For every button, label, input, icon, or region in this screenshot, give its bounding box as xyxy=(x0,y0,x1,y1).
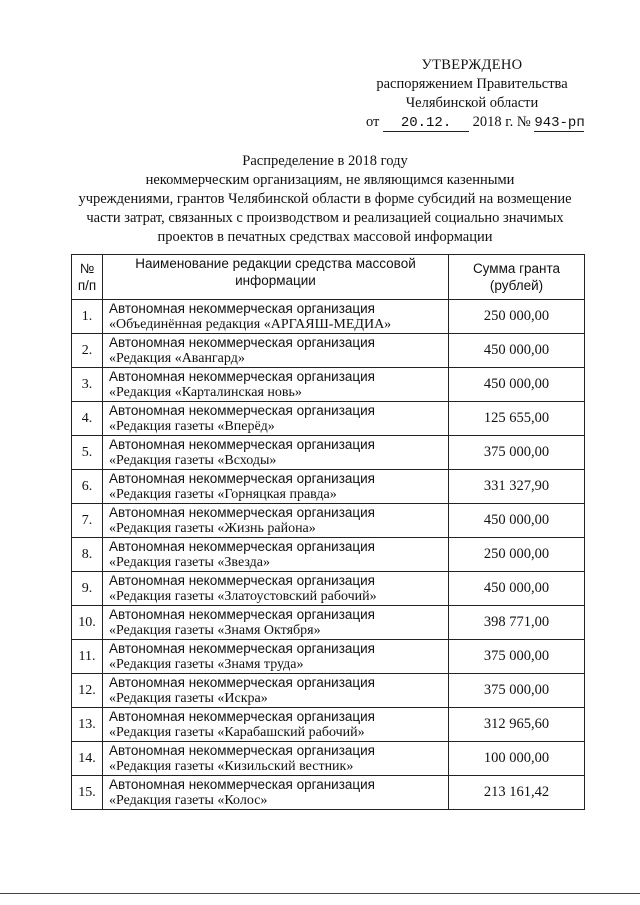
row-grant-sum: 125 655,00 xyxy=(449,402,585,436)
table-row xyxy=(72,504,585,538)
row-organization-name xyxy=(103,436,449,470)
organization-type: Автономная некоммерческая организация xyxy=(109,606,375,622)
row-organization-name xyxy=(103,742,449,776)
table-row xyxy=(72,776,585,810)
organization-type: Автономная некоммерческая организация xyxy=(109,300,375,316)
table-row xyxy=(72,742,585,776)
table-row xyxy=(72,708,585,742)
organization-type: Автономная некоммерческая организация xyxy=(109,742,375,758)
approval-date-line xyxy=(352,113,592,132)
organization-type: Автономная некоммерческая организация xyxy=(109,504,375,520)
organization-type: Автономная некоммерческая организация xyxy=(109,334,375,350)
organization-type: Автономная некоммерческая организация xyxy=(109,572,375,588)
row-grant-sum: 450 000,00 xyxy=(449,368,585,402)
row-grant-sum: 450 000,00 xyxy=(449,572,585,606)
row-number: 12. xyxy=(72,674,103,708)
header-number-line-1: № xyxy=(79,261,95,276)
row-number: 9. xyxy=(72,572,103,606)
organization-type: Автономная некоммерческая организация xyxy=(109,708,375,724)
row-number: 3. xyxy=(72,368,103,402)
row-number: 7. xyxy=(72,504,103,538)
year-text: 2018 г. № xyxy=(472,114,531,130)
edition-name: «Редакция «Карталинская новь» xyxy=(109,384,302,400)
approval-line-1: распоряжением Правительства xyxy=(376,76,568,92)
row-organization-name xyxy=(103,606,449,640)
approval-block xyxy=(352,56,592,132)
row-number: 2. xyxy=(72,334,103,368)
date-field: 20.12. xyxy=(383,116,469,132)
row-number: 11. xyxy=(72,640,103,674)
organization-type: Автономная некоммерческая организация xyxy=(109,674,375,690)
edition-name: «Редакция газеты «Кизильский вестник» xyxy=(109,758,354,774)
edition-name: «Редакция газеты «Колос» xyxy=(109,792,268,808)
row-organization-name xyxy=(103,674,449,708)
header-sum xyxy=(449,255,585,300)
row-number: 8. xyxy=(72,538,103,572)
row-grant-sum: 213 161,42 xyxy=(449,776,585,810)
organization-type: Автономная некоммерческая организация xyxy=(109,402,375,418)
row-grant-sum: 450 000,00 xyxy=(449,334,585,368)
row-grant-sum: 375 000,00 xyxy=(449,436,585,470)
document-title xyxy=(60,152,590,247)
edition-name: «Редакция газеты «Златоустовский рабочий» xyxy=(109,588,377,604)
row-number: 1. xyxy=(72,300,103,334)
header-number xyxy=(72,255,103,300)
row-grant-sum: 450 000,00 xyxy=(449,504,585,538)
row-organization-name xyxy=(103,300,449,334)
title-line-2: некоммерческим организациям, не являющимся казенными xyxy=(145,172,515,188)
edition-name: «Редакция газеты «Знамя Октября» xyxy=(109,622,321,638)
table-header-row xyxy=(72,255,585,300)
row-grant-sum: 250 000,00 xyxy=(449,538,585,572)
row-organization-name xyxy=(103,708,449,742)
organization-type: Автономная некоммерческая организация xyxy=(109,436,375,452)
approval-heading: УТВЕРЖДЕНО xyxy=(421,57,523,73)
row-organization-name xyxy=(103,402,449,436)
row-grant-sum: 312 965,60 xyxy=(449,708,585,742)
edition-name: «Редакция газеты «Всходы» xyxy=(109,452,277,468)
edition-name: «Редакция газеты «Горняцкая правда» xyxy=(109,486,337,502)
table-row xyxy=(72,300,585,334)
title-line-3: учреждениями, грантов Челябинской области в форме субсидий на возмещение xyxy=(78,191,572,207)
table-row xyxy=(72,334,585,368)
header-name-line-1: Наименование редакции средства массовой xyxy=(135,256,416,271)
grants-table xyxy=(71,254,585,810)
table-row xyxy=(72,470,585,504)
row-organization-name xyxy=(103,504,449,538)
row-number: 4. xyxy=(72,402,103,436)
edition-name: «Объединённая редакция «АРГАЯШ-МЕДИА» xyxy=(109,316,392,332)
header-number-line-2: п/п xyxy=(77,278,97,293)
organization-type: Автономная некоммерческая организация xyxy=(109,776,375,792)
row-organization-name xyxy=(103,640,449,674)
scan-bottom-edge xyxy=(0,893,640,894)
table-row xyxy=(72,402,585,436)
edition-name: «Редакция газеты «Жизнь района» xyxy=(109,520,316,536)
organization-type: Автономная некоммерческая организация xyxy=(109,470,375,486)
header-sum-line-1: Сумма гранта xyxy=(472,261,561,276)
order-number-field: 943-рп xyxy=(534,115,585,131)
edition-name: «Редакция газеты «Искра» xyxy=(109,690,268,706)
row-number: 10. xyxy=(72,606,103,640)
organization-type: Автономная некоммерческая организация xyxy=(109,640,375,656)
date-prefix: от xyxy=(366,114,380,130)
edition-name: «Редакция газеты «Знамя труда» xyxy=(109,656,304,672)
row-number: 15. xyxy=(72,776,103,810)
row-number: 6. xyxy=(72,470,103,504)
table-row xyxy=(72,572,585,606)
row-number: 13. xyxy=(72,708,103,742)
row-organization-name xyxy=(103,538,449,572)
edition-name: «Редакция газеты «Звезда» xyxy=(109,554,270,570)
row-grant-sum: 398 771,00 xyxy=(449,606,585,640)
title-line-4: части затрат, связанных с производством и реализацией социально значимых xyxy=(86,210,564,226)
row-grant-sum: 375 000,00 xyxy=(449,640,585,674)
table-row xyxy=(72,368,585,402)
row-organization-name xyxy=(103,776,449,810)
table-row xyxy=(72,538,585,572)
row-grant-sum: 250 000,00 xyxy=(449,300,585,334)
table-row xyxy=(72,436,585,470)
title-line-1: Распределение в 2018 году xyxy=(242,153,408,169)
table-body xyxy=(72,300,585,810)
organization-type: Автономная некоммерческая организация xyxy=(109,368,375,384)
edition-name: «Редакция газеты «Карабашский рабочий» xyxy=(109,724,365,740)
row-organization-name xyxy=(103,470,449,504)
organization-type: Автономная некоммерческая организация xyxy=(109,538,375,554)
row-number: 14. xyxy=(72,742,103,776)
row-organization-name xyxy=(103,572,449,606)
row-organization-name xyxy=(103,334,449,368)
approval-line-2: Челябинской области xyxy=(405,95,539,111)
table-row xyxy=(72,606,585,640)
row-grant-sum: 331 327,90 xyxy=(449,470,585,504)
row-organization-name xyxy=(103,368,449,402)
edition-name: «Редакция «Авангард» xyxy=(109,350,245,366)
title-line-5: проектов в печатных средствах массовой информации xyxy=(157,229,493,245)
row-grant-sum: 375 000,00 xyxy=(449,674,585,708)
header-name-line-2: информации xyxy=(235,273,316,288)
row-number: 5. xyxy=(72,436,103,470)
table-row xyxy=(72,674,585,708)
edition-name: «Редакция газеты «Вперёд» xyxy=(109,418,275,434)
header-sum-line-2: (рублей) xyxy=(489,278,544,293)
header-name xyxy=(103,255,449,300)
row-grant-sum: 100 000,00 xyxy=(449,742,585,776)
table-row xyxy=(72,640,585,674)
